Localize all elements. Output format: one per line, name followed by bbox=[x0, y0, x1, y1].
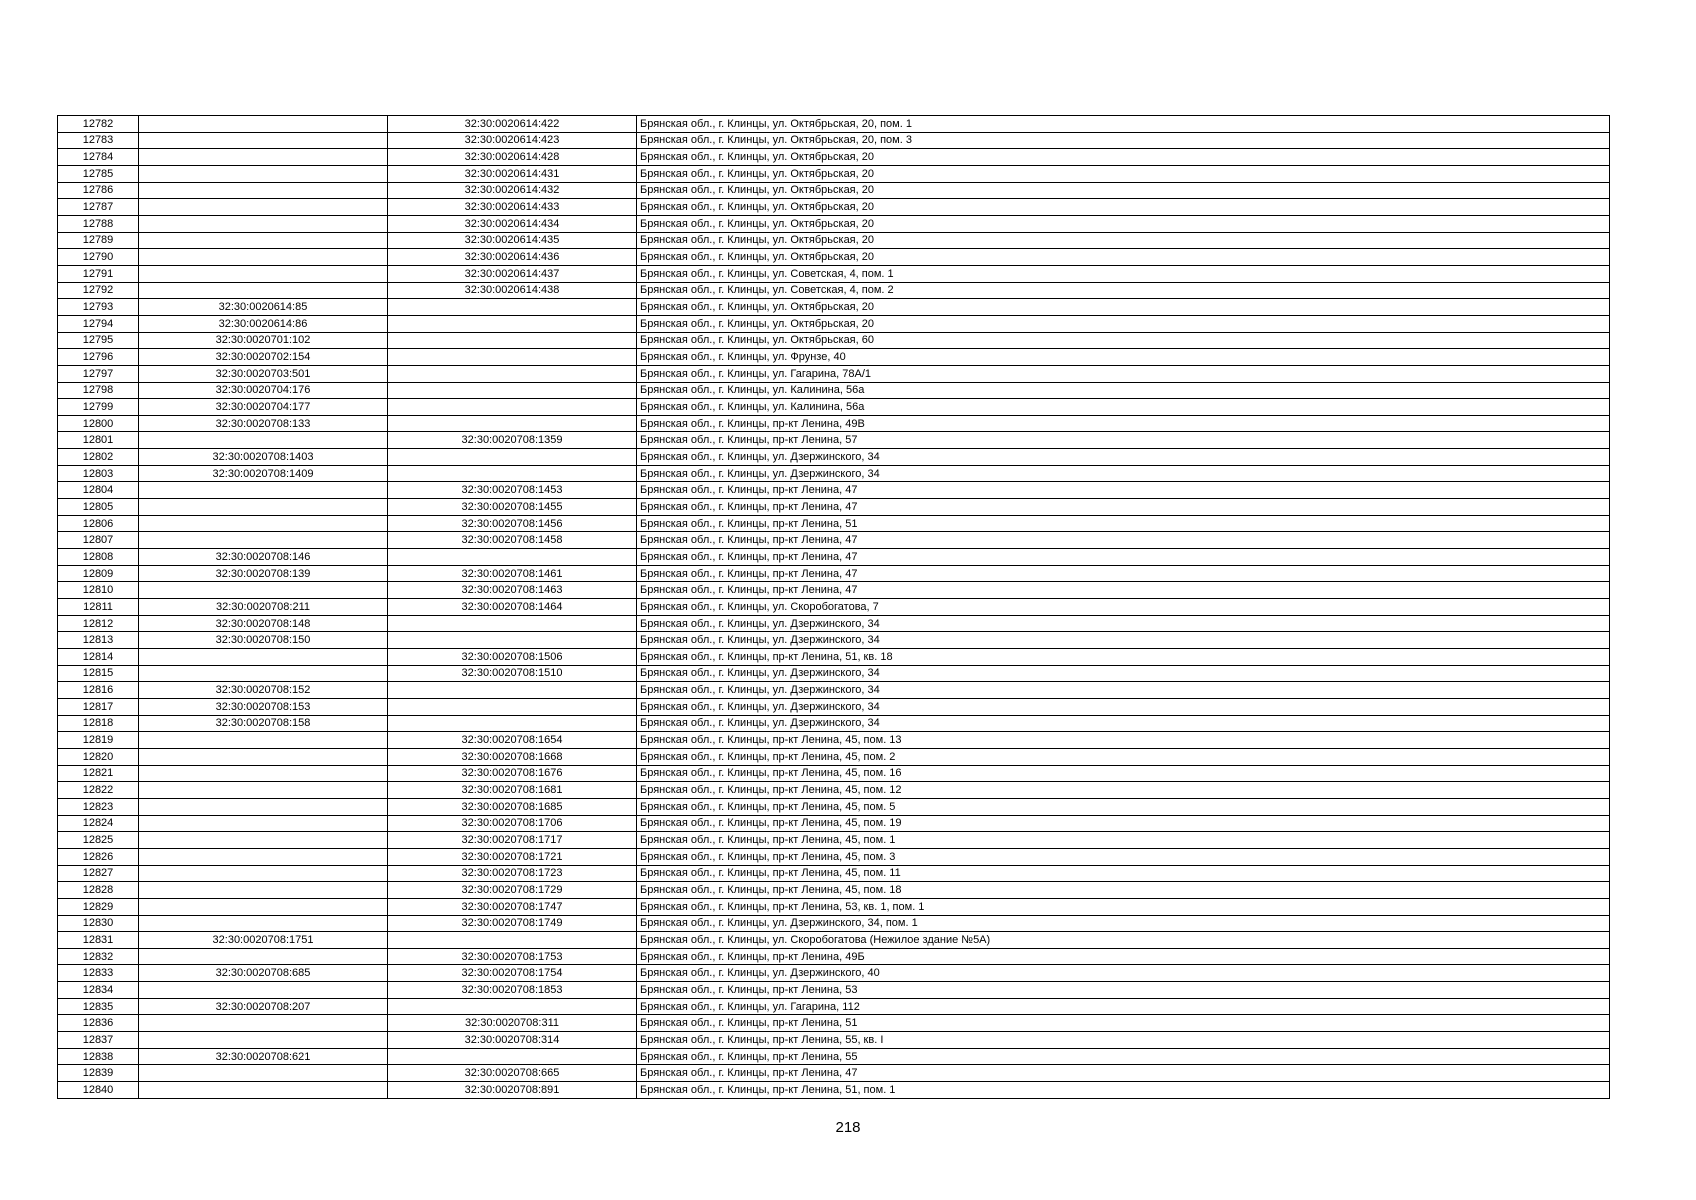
premises-cadastral-number-cell: 32:30:0020614:435 bbox=[388, 232, 637, 249]
building-cadastral-number-cell bbox=[139, 165, 388, 182]
table-row bbox=[58, 349, 1610, 366]
premises-cadastral-number-cell bbox=[388, 382, 637, 399]
premises-cadastral-number-cell: 32:30:0020708:1729 bbox=[388, 882, 637, 899]
premises-cadastral-number-cell bbox=[388, 332, 637, 349]
building-cadastral-number-cell: 32:30:0020704:177 bbox=[139, 399, 388, 416]
premises-cadastral-number-cell: 32:30:0020708:1717 bbox=[388, 832, 637, 849]
table-row bbox=[58, 782, 1610, 799]
premises-cadastral-number-cell bbox=[388, 449, 637, 466]
building-cadastral-number-cell bbox=[139, 782, 388, 799]
table-row bbox=[58, 832, 1610, 849]
address-cell: Брянская обл., г. Клинцы, ул. Советская, 4, пом. 1 bbox=[637, 265, 1610, 282]
address-cell: Брянская обл., г. Клинцы, ул. Дзержинского, 34 bbox=[637, 715, 1610, 732]
table-row bbox=[58, 515, 1610, 532]
table-row bbox=[58, 665, 1610, 682]
row-number-cell: 12792 bbox=[58, 282, 139, 299]
premises-cadastral-number-cell: 32:30:0020708:1510 bbox=[388, 665, 637, 682]
address-cell: Брянская обл., г. Клинцы, ул. Октябрьская, 20 bbox=[637, 149, 1610, 166]
address-cell: Брянская обл., г. Клинцы, пр-кт Ленина, 45, пом. 12 bbox=[637, 782, 1610, 799]
table-row bbox=[58, 915, 1610, 932]
table-row bbox=[58, 132, 1610, 149]
row-number-cell: 12825 bbox=[58, 832, 139, 849]
row-number-cell: 12819 bbox=[58, 732, 139, 749]
building-cadastral-number-cell bbox=[139, 282, 388, 299]
address-cell: Брянская обл., г. Клинцы, пр-кт Ленина, 45, пом. 3 bbox=[637, 848, 1610, 865]
premises-cadastral-number-cell bbox=[388, 1048, 637, 1065]
table-row bbox=[58, 432, 1610, 449]
building-cadastral-number-cell bbox=[139, 848, 388, 865]
premises-cadastral-number-cell: 32:30:0020708:1721 bbox=[388, 848, 637, 865]
premises-cadastral-number-cell: 32:30:0020614:423 bbox=[388, 132, 637, 149]
row-number-cell: 12823 bbox=[58, 798, 139, 815]
address-cell: Брянская обл., г. Клинцы, пр-кт Ленина, 53 bbox=[637, 982, 1610, 999]
address-cell: Брянская обл., г. Клинцы, ул. Фрунзе, 40 bbox=[637, 349, 1610, 366]
table-row bbox=[58, 882, 1610, 899]
building-cadastral-number-cell: 32:30:0020703:501 bbox=[139, 365, 388, 382]
premises-cadastral-number-cell: 32:30:0020708:891 bbox=[388, 1082, 637, 1099]
table-row bbox=[58, 965, 1610, 982]
row-number-cell: 12794 bbox=[58, 315, 139, 332]
table-row bbox=[58, 199, 1610, 216]
address-cell: Брянская обл., г. Клинцы, ул. Дзержинского, 34 bbox=[637, 615, 1610, 632]
row-number-cell: 12796 bbox=[58, 349, 139, 366]
table-row bbox=[58, 982, 1610, 999]
table-row bbox=[58, 682, 1610, 699]
row-number-cell: 12817 bbox=[58, 698, 139, 715]
table-row bbox=[58, 715, 1610, 732]
row-number-cell: 12821 bbox=[58, 765, 139, 782]
address-cell: Брянская обл., г. Клинцы, ул. Калинина, 56а bbox=[637, 399, 1610, 416]
premises-cadastral-number-cell bbox=[388, 998, 637, 1015]
row-number-cell: 12795 bbox=[58, 332, 139, 349]
table-row bbox=[58, 549, 1610, 566]
building-cadastral-number-cell bbox=[139, 732, 388, 749]
table-row bbox=[58, 1048, 1610, 1065]
building-cadastral-number-cell bbox=[139, 882, 388, 899]
building-cadastral-number-cell: 32:30:0020614:85 bbox=[139, 299, 388, 316]
table-row bbox=[58, 482, 1610, 499]
table-row bbox=[58, 632, 1610, 649]
table-row bbox=[58, 1065, 1610, 1082]
premises-cadastral-number-cell: 32:30:0020708:1753 bbox=[388, 948, 637, 965]
address-cell: Брянская обл., г. Клинцы, ул. Октябрьская, 20 bbox=[637, 182, 1610, 199]
building-cadastral-number-cell: 32:30:0020708:1751 bbox=[139, 932, 388, 949]
address-cell: Брянская обл., г. Клинцы, ул. Дзержинского, 34 bbox=[637, 698, 1610, 715]
table-row bbox=[58, 798, 1610, 815]
row-number-cell: 12831 bbox=[58, 932, 139, 949]
table-row bbox=[58, 848, 1610, 865]
building-cadastral-number-cell: 32:30:0020708:621 bbox=[139, 1048, 388, 1065]
address-cell: Брянская обл., г. Клинцы, ул. Дзержинского, 34 bbox=[637, 465, 1610, 482]
building-cadastral-number-cell bbox=[139, 832, 388, 849]
row-number-cell: 12836 bbox=[58, 1015, 139, 1032]
table-row bbox=[58, 465, 1610, 482]
row-number-cell: 12822 bbox=[58, 782, 139, 799]
premises-cadastral-number-cell: 32:30:0020708:314 bbox=[388, 1032, 637, 1049]
address-cell: Брянская обл., г. Клинцы, пр-кт Ленина, 51 bbox=[637, 515, 1610, 532]
building-cadastral-number-cell bbox=[139, 232, 388, 249]
premises-cadastral-number-cell: 32:30:0020614:432 bbox=[388, 182, 637, 199]
building-cadastral-number-cell: 32:30:0020708:158 bbox=[139, 715, 388, 732]
premises-cadastral-number-cell: 32:30:0020708:1685 bbox=[388, 798, 637, 815]
row-number-cell: 12827 bbox=[58, 865, 139, 882]
row-number-cell: 12826 bbox=[58, 848, 139, 865]
premises-cadastral-number-cell: 32:30:0020708:1706 bbox=[388, 815, 637, 832]
address-cell: Брянская обл., г. Клинцы, ул. Дзержинского, 34 bbox=[637, 665, 1610, 682]
registry-table bbox=[57, 115, 1610, 1099]
row-number-cell: 12828 bbox=[58, 882, 139, 899]
premises-cadastral-number-cell: 32:30:0020708:1853 bbox=[388, 982, 637, 999]
building-cadastral-number-cell: 32:30:0020704:176 bbox=[139, 382, 388, 399]
row-number-cell: 12809 bbox=[58, 565, 139, 582]
table-row bbox=[58, 449, 1610, 466]
building-cadastral-number-cell: 32:30:0020702:154 bbox=[139, 349, 388, 366]
premises-cadastral-number-cell: 32:30:0020614:431 bbox=[388, 165, 637, 182]
row-number-cell: 12835 bbox=[58, 998, 139, 1015]
premises-cadastral-number-cell bbox=[388, 399, 637, 416]
row-number-cell: 12818 bbox=[58, 715, 139, 732]
address-cell: Брянская обл., г. Клинцы, пр-кт Ленина, 45, пом. 1 bbox=[637, 832, 1610, 849]
table-row bbox=[58, 365, 1610, 382]
row-number-cell: 12804 bbox=[58, 482, 139, 499]
premises-cadastral-number-cell: 32:30:0020708:1453 bbox=[388, 482, 637, 499]
premises-cadastral-number-cell: 32:30:0020708:1456 bbox=[388, 515, 637, 532]
premises-cadastral-number-cell bbox=[388, 632, 637, 649]
row-number-cell: 12830 bbox=[58, 915, 139, 932]
table-row bbox=[58, 265, 1610, 282]
address-cell: Брянская обл., г. Клинцы, ул. Октябрьская, 20, пом. 3 bbox=[637, 132, 1610, 149]
address-cell: Брянская обл., г. Клинцы, ул. Октябрьская, 20 bbox=[637, 165, 1610, 182]
table-row bbox=[58, 415, 1610, 432]
row-number-cell: 12838 bbox=[58, 1048, 139, 1065]
premises-cadastral-number-cell bbox=[388, 615, 637, 632]
row-number-cell: 12789 bbox=[58, 232, 139, 249]
table-row bbox=[58, 732, 1610, 749]
premises-cadastral-number-cell: 32:30:0020614:422 bbox=[388, 116, 637, 133]
table-row bbox=[58, 182, 1610, 199]
row-number-cell: 12832 bbox=[58, 948, 139, 965]
row-number-cell: 12782 bbox=[58, 116, 139, 133]
address-cell: Брянская обл., г. Клинцы, пр-кт Ленина, 45, пом. 18 bbox=[637, 882, 1610, 899]
row-number-cell: 12793 bbox=[58, 299, 139, 316]
row-number-cell: 12786 bbox=[58, 182, 139, 199]
row-number-cell: 12813 bbox=[58, 632, 139, 649]
premises-cadastral-number-cell bbox=[388, 698, 637, 715]
address-cell: Брянская обл., г. Клинцы, пр-кт Ленина, 51 bbox=[637, 1015, 1610, 1032]
address-cell: Брянская обл., г. Клинцы, пр-кт Ленина, 49Б bbox=[637, 948, 1610, 965]
building-cadastral-number-cell bbox=[139, 982, 388, 999]
table-row bbox=[58, 748, 1610, 765]
building-cadastral-number-cell: 32:30:0020708:207 bbox=[139, 998, 388, 1015]
premises-cadastral-number-cell: 32:30:0020708:1676 bbox=[388, 765, 637, 782]
premises-cadastral-number-cell: 32:30:0020708:1754 bbox=[388, 965, 637, 982]
row-number-cell: 12840 bbox=[58, 1082, 139, 1099]
premises-cadastral-number-cell bbox=[388, 349, 637, 366]
address-cell: Брянская обл., г. Клинцы, ул. Октябрьская, 20, пом. 1 bbox=[637, 116, 1610, 133]
address-cell: Брянская обл., г. Клинцы, ул. Октябрьская, 20 bbox=[637, 199, 1610, 216]
building-cadastral-number-cell: 32:30:0020708:153 bbox=[139, 698, 388, 715]
building-cadastral-number-cell bbox=[139, 865, 388, 882]
table-row bbox=[58, 582, 1610, 599]
building-cadastral-number-cell bbox=[139, 948, 388, 965]
table-row bbox=[58, 165, 1610, 182]
premises-cadastral-number-cell: 32:30:0020708:1723 bbox=[388, 865, 637, 882]
address-cell: Брянская обл., г. Клинцы, пр-кт Ленина, 45, пом. 11 bbox=[637, 865, 1610, 882]
premises-cadastral-number-cell: 32:30:0020708:1749 bbox=[388, 915, 637, 932]
building-cadastral-number-cell: 32:30:0020708:211 bbox=[139, 599, 388, 616]
premises-cadastral-number-cell bbox=[388, 465, 637, 482]
address-cell: Брянская обл., г. Клинцы, пр-кт Ленина, 57 bbox=[637, 432, 1610, 449]
building-cadastral-number-cell bbox=[139, 1082, 388, 1099]
address-cell: Брянская обл., г. Клинцы, ул. Гагарина, 78А/1 bbox=[637, 365, 1610, 382]
row-number-cell: 12820 bbox=[58, 748, 139, 765]
premises-cadastral-number-cell bbox=[388, 715, 637, 732]
address-cell: Брянская обл., г. Клинцы, пр-кт Ленина, 47 bbox=[637, 565, 1610, 582]
building-cadastral-number-cell bbox=[139, 1065, 388, 1082]
address-cell: Брянская обл., г. Клинцы, ул. Советская, 4, пом. 2 bbox=[637, 282, 1610, 299]
premises-cadastral-number-cell: 32:30:0020708:1455 bbox=[388, 499, 637, 516]
address-cell: Брянская обл., г. Клинцы, ул. Октябрьская, 20 bbox=[637, 232, 1610, 249]
address-cell: Брянская обл., г. Клинцы, пр-кт Ленина, 45, пом. 2 bbox=[637, 748, 1610, 765]
premises-cadastral-number-cell bbox=[388, 682, 637, 699]
row-number-cell: 12834 bbox=[58, 982, 139, 999]
page-number: 218 bbox=[835, 1119, 861, 1136]
premises-cadastral-number-cell bbox=[388, 365, 637, 382]
premises-cadastral-number-cell: 32:30:0020708:1463 bbox=[388, 582, 637, 599]
address-cell: Брянская обл., г. Клинцы, пр-кт Ленина, 51, кв. 18 bbox=[637, 649, 1610, 666]
premises-cadastral-number-cell: 32:30:0020708:1747 bbox=[388, 898, 637, 915]
address-cell: Брянская обл., г. Клинцы, ул. Октябрьская, 20 bbox=[637, 215, 1610, 232]
building-cadastral-number-cell bbox=[139, 182, 388, 199]
building-cadastral-number-cell bbox=[139, 199, 388, 216]
building-cadastral-number-cell bbox=[139, 249, 388, 266]
building-cadastral-number-cell: 32:30:0020708:1409 bbox=[139, 465, 388, 482]
row-number-cell: 12791 bbox=[58, 265, 139, 282]
address-cell: Брянская обл., г. Клинцы, пр-кт Ленина, 55, кв. I bbox=[637, 1032, 1610, 1049]
address-cell: Брянская обл., г. Клинцы, ул. Скоробогатова (Нежилое здание №5А) bbox=[637, 932, 1610, 949]
premises-cadastral-number-cell bbox=[388, 932, 637, 949]
premises-cadastral-number-cell: 32:30:0020614:428 bbox=[388, 149, 637, 166]
row-number-cell: 12829 bbox=[58, 898, 139, 915]
table-row bbox=[58, 299, 1610, 316]
premises-cadastral-number-cell: 32:30:0020708:1359 bbox=[388, 432, 637, 449]
row-number-cell: 12810 bbox=[58, 582, 139, 599]
address-cell: Брянская обл., г. Клинцы, пр-кт Ленина, 47 bbox=[637, 482, 1610, 499]
address-cell: Брянская обл., г. Клинцы, пр-кт Ленина, 45, пом. 19 bbox=[637, 815, 1610, 832]
address-cell: Брянская обл., г. Клинцы, ул. Гагарина, 112 bbox=[637, 998, 1610, 1015]
building-cadastral-number-cell bbox=[139, 515, 388, 532]
premises-cadastral-number-cell: 32:30:0020708:1506 bbox=[388, 649, 637, 666]
address-cell: Брянская обл., г. Клинцы, пр-кт Ленина, 53, кв. 1, пом. 1 bbox=[637, 898, 1610, 915]
building-cadastral-number-cell: 32:30:0020708:685 bbox=[139, 965, 388, 982]
table-row bbox=[58, 815, 1610, 832]
table-row bbox=[58, 499, 1610, 516]
row-number-cell: 12812 bbox=[58, 615, 139, 632]
building-cadastral-number-cell bbox=[139, 748, 388, 765]
premises-cadastral-number-cell bbox=[388, 299, 637, 316]
address-cell: Брянская обл., г. Клинцы, ул. Дзержинского, 40 bbox=[637, 965, 1610, 982]
row-number-cell: 12803 bbox=[58, 465, 139, 482]
premises-cadastral-number-cell: 32:30:0020614:434 bbox=[388, 215, 637, 232]
building-cadastral-number-cell: 32:30:0020708:1403 bbox=[139, 449, 388, 466]
building-cadastral-number-cell bbox=[139, 132, 388, 149]
premises-cadastral-number-cell: 32:30:0020614:437 bbox=[388, 265, 637, 282]
address-cell: Брянская обл., г. Клинцы, пр-кт Ленина, 45, пом. 5 bbox=[637, 798, 1610, 815]
address-cell: Брянская обл., г. Клинцы, пр-кт Ленина, 47 bbox=[637, 549, 1610, 566]
address-cell: Брянская обл., г. Клинцы, ул. Октябрьская, 20 bbox=[637, 249, 1610, 266]
table-row bbox=[58, 116, 1610, 133]
building-cadastral-number-cell bbox=[139, 815, 388, 832]
address-cell: Брянская обл., г. Клинцы, ул. Скоробогатова, 7 bbox=[637, 599, 1610, 616]
row-number-cell: 12815 bbox=[58, 665, 139, 682]
row-number-cell: 12802 bbox=[58, 449, 139, 466]
table-row bbox=[58, 615, 1610, 632]
address-cell: Брянская обл., г. Клинцы, пр-кт Ленина, 47 bbox=[637, 532, 1610, 549]
row-number-cell: 12811 bbox=[58, 599, 139, 616]
building-cadastral-number-cell bbox=[139, 265, 388, 282]
table-row bbox=[58, 599, 1610, 616]
row-number-cell: 12814 bbox=[58, 649, 139, 666]
address-cell: Брянская обл., г. Клинцы, пр-кт Ленина, 45, пом. 13 bbox=[637, 732, 1610, 749]
address-cell: Брянская обл., г. Клинцы, пр-кт Ленина, 47 bbox=[637, 499, 1610, 516]
building-cadastral-number-cell bbox=[139, 915, 388, 932]
address-cell: Брянская обл., г. Клинцы, ул. Дзержинского, 34, пом. 1 bbox=[637, 915, 1610, 932]
row-number-cell: 12837 bbox=[58, 1032, 139, 1049]
building-cadastral-number-cell bbox=[139, 116, 388, 133]
building-cadastral-number-cell: 32:30:0020708:148 bbox=[139, 615, 388, 632]
address-cell: Брянская обл., г. Клинцы, ул. Калинина, 56а bbox=[637, 382, 1610, 399]
premises-cadastral-number-cell bbox=[388, 415, 637, 432]
table-row bbox=[58, 649, 1610, 666]
table-row bbox=[58, 565, 1610, 582]
building-cadastral-number-cell bbox=[139, 665, 388, 682]
table-row bbox=[58, 282, 1610, 299]
row-number-cell: 12790 bbox=[58, 249, 139, 266]
row-number-cell: 12788 bbox=[58, 215, 139, 232]
building-cadastral-number-cell: 32:30:0020708:152 bbox=[139, 682, 388, 699]
table-row bbox=[58, 399, 1610, 416]
row-number-cell: 12799 bbox=[58, 399, 139, 416]
building-cadastral-number-cell: 32:30:0020708:139 bbox=[139, 565, 388, 582]
address-cell: Брянская обл., г. Клинцы, ул. Дзержинского, 34 bbox=[637, 449, 1610, 466]
building-cadastral-number-cell bbox=[139, 798, 388, 815]
building-cadastral-number-cell bbox=[139, 215, 388, 232]
address-cell: Брянская обл., г. Клинцы, ул. Октябрьская, 20 bbox=[637, 299, 1610, 316]
table-row bbox=[58, 932, 1610, 949]
table-row bbox=[58, 532, 1610, 549]
building-cadastral-number-cell bbox=[139, 482, 388, 499]
row-number-cell: 12801 bbox=[58, 432, 139, 449]
address-cell: Брянская обл., г. Клинцы, пр-кт Ленина, 55 bbox=[637, 1048, 1610, 1065]
table-row bbox=[58, 1032, 1610, 1049]
table-row bbox=[58, 232, 1610, 249]
premises-cadastral-number-cell: 32:30:0020708:1668 bbox=[388, 748, 637, 765]
building-cadastral-number-cell: 32:30:0020708:146 bbox=[139, 549, 388, 566]
building-cadastral-number-cell bbox=[139, 532, 388, 549]
table-row bbox=[58, 249, 1610, 266]
address-cell: Брянская обл., г. Клинцы, ул. Октябрьская, 60 bbox=[637, 332, 1610, 349]
table-row bbox=[58, 698, 1610, 715]
table-row bbox=[58, 315, 1610, 332]
building-cadastral-number-cell: 32:30:0020701:102 bbox=[139, 332, 388, 349]
row-number-cell: 12798 bbox=[58, 382, 139, 399]
building-cadastral-number-cell bbox=[139, 582, 388, 599]
address-cell: Брянская обл., г. Клинцы, пр-кт Ленина, 51, пом. 1 bbox=[637, 1082, 1610, 1099]
table-row bbox=[58, 948, 1610, 965]
row-number-cell: 12806 bbox=[58, 515, 139, 532]
building-cadastral-number-cell bbox=[139, 1032, 388, 1049]
premises-cadastral-number-cell: 32:30:0020614:433 bbox=[388, 199, 637, 216]
address-cell: Брянская обл., г. Клинцы, ул. Дзержинского, 34 bbox=[637, 632, 1610, 649]
premises-cadastral-number-cell: 32:30:0020614:436 bbox=[388, 249, 637, 266]
table-row bbox=[58, 1015, 1610, 1032]
table-row bbox=[58, 382, 1610, 399]
table-row bbox=[58, 765, 1610, 782]
premises-cadastral-number-cell: 32:30:0020708:1464 bbox=[388, 599, 637, 616]
row-number-cell: 12785 bbox=[58, 165, 139, 182]
building-cadastral-number-cell bbox=[139, 149, 388, 166]
building-cadastral-number-cell bbox=[139, 1015, 388, 1032]
row-number-cell: 12805 bbox=[58, 499, 139, 516]
table-row bbox=[58, 865, 1610, 882]
table-row bbox=[58, 998, 1610, 1015]
premises-cadastral-number-cell: 32:30:0020708:1654 bbox=[388, 732, 637, 749]
table-row bbox=[58, 1082, 1610, 1099]
building-cadastral-number-cell bbox=[139, 765, 388, 782]
row-number-cell: 12800 bbox=[58, 415, 139, 432]
building-cadastral-number-cell: 32:30:0020708:133 bbox=[139, 415, 388, 432]
address-cell: Брянская обл., г. Клинцы, пр-кт Ленина, 47 bbox=[637, 582, 1610, 599]
address-cell: Брянская обл., г. Клинцы, пр-кт Ленина, 45, пом. 16 bbox=[637, 765, 1610, 782]
premises-cadastral-number-cell bbox=[388, 315, 637, 332]
row-number-cell: 12816 bbox=[58, 682, 139, 699]
address-cell: Брянская обл., г. Клинцы, ул. Дзержинского, 34 bbox=[637, 682, 1610, 699]
building-cadastral-number-cell bbox=[139, 649, 388, 666]
premises-cadastral-number-cell bbox=[388, 549, 637, 566]
building-cadastral-number-cell: 32:30:0020614:86 bbox=[139, 315, 388, 332]
row-number-cell: 12783 bbox=[58, 132, 139, 149]
address-cell: Брянская обл., г. Клинцы, пр-кт Ленина, 49В bbox=[637, 415, 1610, 432]
premises-cadastral-number-cell: 32:30:0020708:311 bbox=[388, 1015, 637, 1032]
row-number-cell: 12839 bbox=[58, 1065, 139, 1082]
premises-cadastral-number-cell: 32:30:0020614:438 bbox=[388, 282, 637, 299]
table-row bbox=[58, 215, 1610, 232]
row-number-cell: 12787 bbox=[58, 199, 139, 216]
premises-cadastral-number-cell: 32:30:0020708:665 bbox=[388, 1065, 637, 1082]
row-number-cell: 12797 bbox=[58, 365, 139, 382]
row-number-cell: 12807 bbox=[58, 532, 139, 549]
address-cell: Брянская обл., г. Клинцы, ул. Октябрьская, 20 bbox=[637, 315, 1610, 332]
registry-table-body bbox=[58, 116, 1610, 1099]
table-row bbox=[58, 332, 1610, 349]
premises-cadastral-number-cell: 32:30:0020708:1461 bbox=[388, 565, 637, 582]
building-cadastral-number-cell: 32:30:0020708:150 bbox=[139, 632, 388, 649]
building-cadastral-number-cell bbox=[139, 499, 388, 516]
table-row bbox=[58, 898, 1610, 915]
table-row bbox=[58, 149, 1610, 166]
premises-cadastral-number-cell: 32:30:0020708:1458 bbox=[388, 532, 637, 549]
building-cadastral-number-cell bbox=[139, 898, 388, 915]
building-cadastral-number-cell bbox=[139, 432, 388, 449]
address-cell: Брянская обл., г. Клинцы, пр-кт Ленина, 47 bbox=[637, 1065, 1610, 1082]
premises-cadastral-number-cell: 32:30:0020708:1681 bbox=[388, 782, 637, 799]
row-number-cell: 12824 bbox=[58, 815, 139, 832]
row-number-cell: 12833 bbox=[58, 965, 139, 982]
row-number-cell: 12784 bbox=[58, 149, 139, 166]
row-number-cell: 12808 bbox=[58, 549, 139, 566]
